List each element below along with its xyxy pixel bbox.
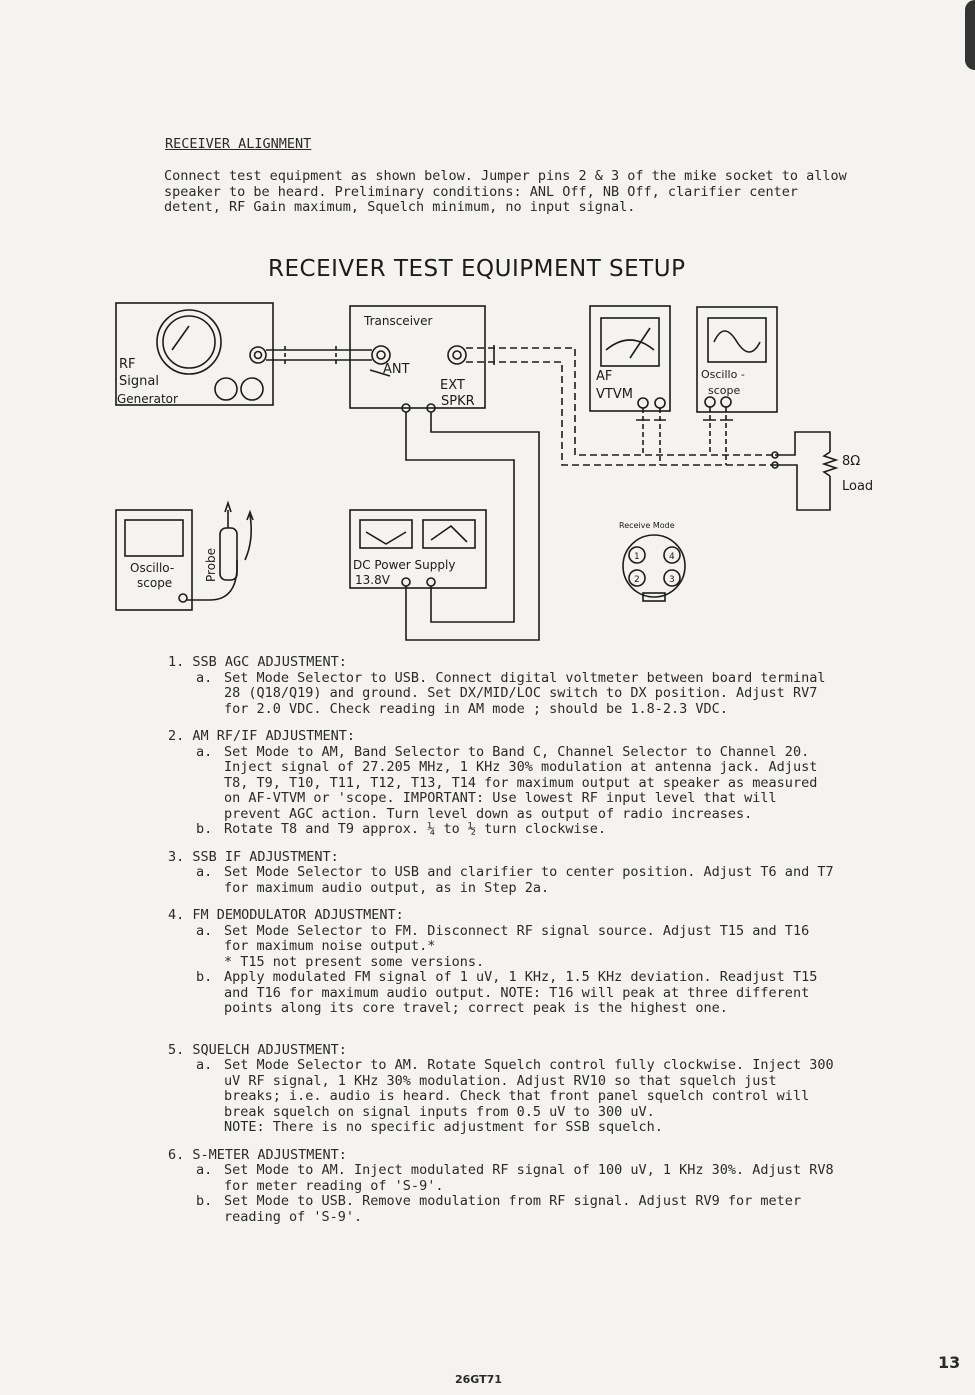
item-text: Set Mode Selector to AM. Rotate Squelch control fully clockwise. Inject 300 uV RF signal, 1 KHz 30% modulation. Adjust RV10 so that squelch just breaks; i.e. audio is heard. Check that front panel squelch control will break squelch on signal inputs from 0.5 uV to 300 uV. xyxy=(224,1057,834,1120)
transceiver-label: Transceiver xyxy=(364,314,433,328)
step-number: 4. xyxy=(168,907,185,923)
step-4 xyxy=(168,908,868,1017)
step-1 xyxy=(168,655,868,717)
item-label: a. xyxy=(196,1057,213,1073)
receive-mode-label: Receive Mode xyxy=(619,521,675,530)
spkr-label: SPKR xyxy=(441,394,475,409)
pin-1: 1 xyxy=(634,552,640,562)
item-text: Set Mode Selector to FM. Disconnect RF signal source. Adjust T15 and T16 for maximum noise output.* xyxy=(224,922,810,954)
vtvm-meter-icon xyxy=(601,318,659,366)
oscilloscope-1-screen-icon xyxy=(708,318,766,362)
osc1-label-2: scope xyxy=(708,384,741,397)
step-title: SSB AGC ADJUSTMENT: xyxy=(192,654,347,670)
ext-spkr-jack xyxy=(448,346,466,364)
ant-label: ANT xyxy=(383,362,410,377)
item-text: Set Mode to AM. Inject modulated RF signal of 100 uV, 1 KHz 30%. Adjust RV8 for meter reading of 'S-9'. xyxy=(224,1162,834,1194)
rf-gen-label-1: RF xyxy=(119,357,136,372)
item-text: Set Mode to AM, Band Selector to Band C, Channel Selector to Channel 20. Inject signal of 27.205 MHz, 1 KHz 30% modulation at antenna jack. Adjust T8, T9, T10, T11, T12, T13, T14 for maximum output at speaker as measured on AF-VTVM or 'scope. IMPORTANT: Use lowest RF input level that will prevent AGC action. Turn level down as output of radio increases. xyxy=(224,743,818,822)
item-text: Apply modulated FM signal of 1 uV, 1 KHz, 1.5 KHz deviation. Readjust T15 and T16 for maximum audio output. NOTE: T16 will peak at three different points along its core travel; correct peak is the highest one. xyxy=(224,969,818,1016)
rf-generator-knob-icon xyxy=(215,378,237,400)
load-resistor-icon xyxy=(824,452,836,476)
pin-4: 4 xyxy=(669,552,675,562)
receive-mode-socket-icon xyxy=(623,535,685,597)
step-2 xyxy=(168,729,868,838)
footer-code: 26GT71 xyxy=(455,1373,502,1386)
osc2-label-1: Oscillo- xyxy=(130,561,175,575)
page-number: 13 xyxy=(938,1353,961,1372)
item-label: a. xyxy=(196,1162,213,1178)
ext-label: EXT xyxy=(440,378,465,393)
load-label: Load xyxy=(842,479,874,494)
item-label: b. xyxy=(196,821,213,837)
load-ohms-label: 8Ω xyxy=(842,454,861,469)
item-note: * T15 not present some versions. xyxy=(224,953,485,970)
step-title: SQUELCH ADJUSTMENT: xyxy=(192,1041,347,1058)
step-number: 3. xyxy=(168,848,185,865)
item-label: b. xyxy=(196,969,213,985)
item-label: b. xyxy=(196,1193,213,1209)
step-number: 5. xyxy=(168,1041,185,1058)
vtvm-label: VTVM xyxy=(596,387,633,402)
item-text: Set Mode Selector to USB and clarifier to center position. Adjust T6 and T7 for maximum audio output, as in Step 2a. xyxy=(224,864,834,896)
section-heading: RECEIVER ALIGNMENT xyxy=(165,136,312,152)
pin-2: 2 xyxy=(634,575,640,585)
osc2-label-2: scope xyxy=(137,576,173,590)
rf-generator-output-jack xyxy=(250,347,266,363)
rf-gen-label-2: Signal xyxy=(119,374,159,389)
probe-label: Probe xyxy=(204,547,218,582)
dc-supply-label: DC Power Supply xyxy=(353,558,456,572)
test-setup-diagram xyxy=(0,0,975,660)
intro-paragraph: Connect test equipment as shown below. Jumper pins 2 & 3 of the mike socket to allow speaker to be heard. Preliminary conditions: ANL Off, NB Off, clarifier center detent, RF Gain maximum, Squelch minimum, no input signal. xyxy=(164,168,847,215)
af-label: AF xyxy=(596,369,613,384)
item-note: NOTE: There is no specific adjustment for SSB squelch. xyxy=(224,1119,663,1135)
rf-generator-meter-icon xyxy=(157,310,221,374)
item-label: a. xyxy=(196,743,213,760)
item-text: Rotate T8 and T9 approx. ¼ to ½ turn clockwise. xyxy=(224,821,607,837)
step-6 xyxy=(168,1148,868,1226)
rf-gen-label-3: Generator xyxy=(117,392,178,406)
probe-icon xyxy=(220,528,237,580)
item-text: Set Mode to USB. Remove modulation from RF signal. Adjust RV9 for meter reading of 'S-9'. xyxy=(224,1193,802,1225)
dc-meter-2-icon xyxy=(423,520,475,548)
step-3 xyxy=(168,850,868,897)
osc1-label-1: Oscillo - xyxy=(701,368,745,381)
step-5 xyxy=(168,1043,868,1136)
step-number: 2. xyxy=(168,728,185,744)
step-number: 6. xyxy=(168,1146,185,1163)
diagram-title: RECEIVER TEST EQUIPMENT SETUP xyxy=(268,256,686,282)
step-title: SSB IF ADJUSTMENT: xyxy=(192,848,339,865)
adjustment-steps xyxy=(168,655,868,1237)
step-number: 1. xyxy=(168,654,185,670)
item-label: a. xyxy=(196,669,213,686)
step-title: AM RF/IF ADJUSTMENT: xyxy=(192,728,355,744)
oscilloscope-2-screen-icon xyxy=(125,520,183,556)
step-title: S-METER ADJUSTMENT: xyxy=(192,1146,347,1163)
item-label: a. xyxy=(196,922,213,939)
voltage-label: 13.8V xyxy=(355,573,390,587)
pin-3: 3 xyxy=(669,575,675,585)
item-label: a. xyxy=(196,864,213,880)
item-text: Set Mode Selector to USB. Connect digital voltmeter between board terminal 28 (Q18/Q19) and ground. Set DX/MID/LOC switch to DX position. Adjust RV7 for 2.0 VDC. Check reading in AM mode ; should be 1.8-2.3 VDC. xyxy=(224,669,826,717)
step-title: FM DEMODULATOR ADJUSTMENT: xyxy=(192,907,404,923)
